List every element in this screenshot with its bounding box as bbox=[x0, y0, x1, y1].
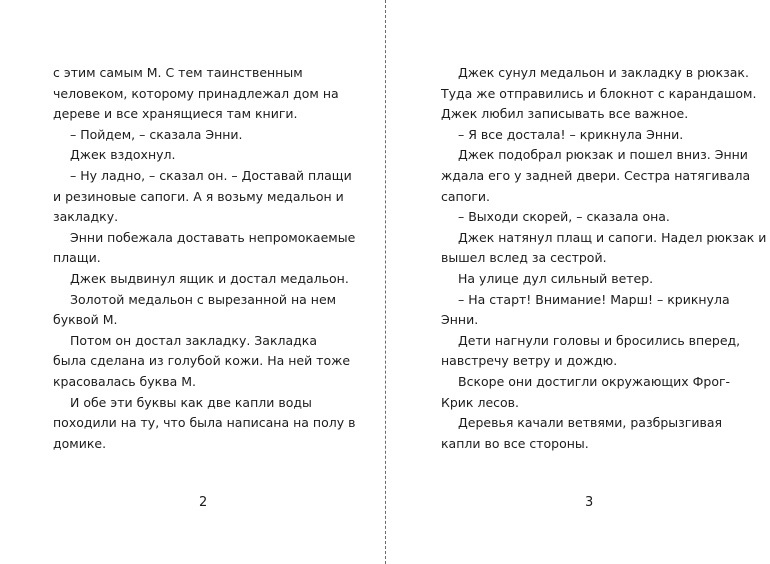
text-line: Джек сунул медальон и закладку в рюкзак. bbox=[458, 65, 749, 80]
text-line: Дети нагнули головы и бросились вперед, bbox=[458, 332, 741, 348]
right-page bbox=[386, 0, 770, 564]
page-number: 2 bbox=[199, 495, 208, 510]
text-line: И обе эти буквы как две капли воды bbox=[70, 394, 312, 410]
text-line: капли во все стороны. bbox=[441, 435, 589, 451]
text-line: – Выходи скорей, – сказала она. bbox=[458, 209, 670, 225]
text-line: ждала его у задней двери. Сестра натягивала bbox=[441, 167, 751, 183]
text-line: и резиновые сапоги. А я возьму медальон и bbox=[53, 188, 344, 204]
text-line: навстречу ветру и дождю. bbox=[441, 353, 618, 369]
left-page-text bbox=[53, 63, 356, 454]
text-line: На улице дул сильный ветер. bbox=[458, 270, 654, 286]
text-line: человеком, которому принадлежал дом на bbox=[53, 85, 339, 101]
text-line: плащи. bbox=[53, 250, 101, 266]
text-line: сапоги. bbox=[441, 188, 491, 204]
text-line: Золотой медальон с вырезанной на нем bbox=[70, 291, 337, 307]
text-line: дереве и все хранящиеся там книги. bbox=[53, 106, 298, 122]
text-line: красовалась буква М. bbox=[53, 373, 196, 389]
page-number: 3 bbox=[585, 495, 594, 510]
text-line: буквой М. bbox=[53, 312, 118, 328]
text-line: – Ну ладно, – сказал он. – Доставай плащи bbox=[70, 167, 352, 183]
right-page-text bbox=[441, 63, 767, 454]
text-line: – Я все достала! – крикнула Энни. bbox=[458, 126, 684, 142]
text-line: Вскоре они достигли окружающих Фрог- bbox=[458, 373, 731, 389]
text-line: Деревья качали ветвями, разбрызгивая bbox=[458, 415, 723, 431]
text-line: – Пойдем, – сказала Энни. bbox=[70, 126, 243, 142]
text-line: Джек выдвинул ящик и достал медальон. bbox=[70, 270, 349, 286]
text-line: Джек натянул плащ и сапоги. Надел рюкзак и bbox=[458, 229, 767, 245]
text-line: походили на ту, что была написана на полу в bbox=[53, 415, 356, 431]
text-line: была сделана из голубой кожи. На ней тоже bbox=[53, 353, 351, 369]
text-line: Джек любил записывать все важное. bbox=[441, 106, 689, 122]
text-line: – На старт! Внимание! Марш! – крикнула bbox=[458, 291, 730, 307]
text-line: Крик лесов. bbox=[441, 394, 519, 410]
text-line: домике. bbox=[53, 435, 107, 451]
text-line: вышел вслед за сестрой. bbox=[441, 250, 607, 266]
text-line: Джек подобрал рюкзак и пошел вниз. Энни bbox=[458, 147, 748, 163]
text-line: Энни побежала доставать непромокаемые bbox=[70, 229, 356, 245]
text-line: Джек вздохнул. bbox=[70, 147, 176, 163]
text-line: Энни. bbox=[441, 312, 479, 328]
text-line: Потом он достал закладку. Закладка bbox=[70, 332, 318, 348]
text-line: с этим самым М. С тем таинственным bbox=[53, 65, 303, 80]
text-line: закладку. bbox=[53, 209, 119, 225]
text-line: Туда же отправились и блокнот с карандашом. bbox=[441, 85, 757, 101]
